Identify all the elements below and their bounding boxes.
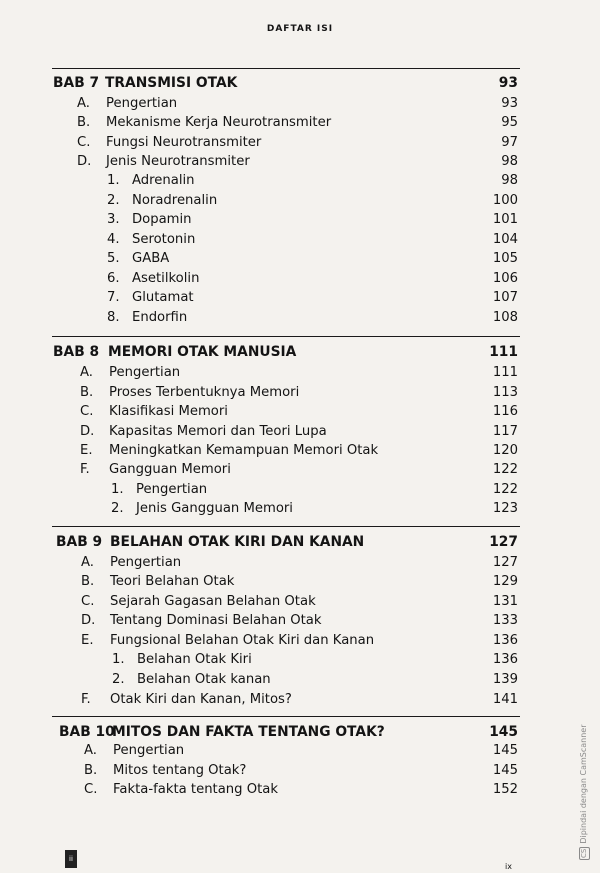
- subitem-page: 106: [492, 271, 518, 286]
- chapter-page: 93: [498, 75, 518, 91]
- toc-item: [0, 441, 600, 461]
- chapter-title: MEMORI OTAK MANUSIA: [108, 344, 297, 360]
- item-letter: C.: [77, 135, 91, 150]
- item-letter: A.: [80, 365, 93, 380]
- item-page: 116: [492, 404, 518, 419]
- toc-item: [0, 152, 600, 172]
- subitem-page: 100: [492, 193, 518, 208]
- item-title: Gangguan Memori: [109, 462, 231, 477]
- item-letter: D.: [80, 424, 95, 439]
- chapter-rule: [52, 526, 520, 527]
- item-letter: C.: [84, 782, 98, 797]
- item-letter: A.: [84, 743, 97, 758]
- toc-subitem: [0, 650, 600, 670]
- toc-item: [0, 631, 600, 651]
- item-page: 111: [492, 365, 518, 380]
- chapter-label: BAB 8: [53, 344, 100, 360]
- item-page: 98: [501, 154, 518, 169]
- toc-subitem: [0, 171, 600, 191]
- chapter-heading: [0, 722, 600, 742]
- chapter-heading: [0, 73, 600, 93]
- item-page: 129: [492, 574, 518, 589]
- item-title: Klasifikasi Memori: [109, 404, 228, 419]
- item-letter: E.: [80, 443, 93, 458]
- subitem-page: 122: [492, 482, 518, 497]
- page-number-left: ii: [65, 850, 77, 868]
- toc-item: [0, 113, 600, 133]
- subitem-page: 104: [492, 232, 518, 247]
- chapter-page: 111: [489, 344, 518, 360]
- item-page: 133: [492, 613, 518, 628]
- item-page: 145: [492, 743, 518, 758]
- item-page: 145: [492, 763, 518, 778]
- toc-item: [0, 402, 600, 422]
- chapter-rule: [52, 716, 520, 717]
- item-page: 131: [492, 594, 518, 609]
- item-page: 136: [492, 633, 518, 648]
- chapter-page: 127: [489, 534, 518, 550]
- subitem-title: Jenis Gangguan Memori: [136, 501, 293, 516]
- subitem-page: 98: [501, 173, 518, 188]
- item-page: 120: [492, 443, 518, 458]
- item-letter: B.: [77, 115, 91, 130]
- toc-item: [0, 611, 600, 631]
- chapter-title: TRANSMISI OTAK: [105, 75, 238, 91]
- item-title: Sejarah Gagasan Belahan Otak: [110, 594, 316, 609]
- subitem-number: 2.: [107, 193, 120, 208]
- subitem-title: Endorfin: [132, 310, 188, 325]
- item-title: Pengertian: [110, 555, 182, 570]
- item-page: 127: [492, 555, 518, 570]
- item-page: 122: [492, 462, 518, 477]
- toc-subitem: [0, 191, 600, 211]
- chapter-rule: [52, 336, 520, 337]
- subitem-title: Noradrenalin: [132, 193, 218, 208]
- subitem-title: Asetilkolin: [132, 271, 200, 286]
- item-page: 95: [501, 115, 518, 130]
- toc-subitem: [0, 269, 600, 289]
- item-title: Pengertian: [106, 96, 178, 111]
- subitem-number: 2.: [112, 672, 125, 687]
- item-letter: A.: [77, 96, 90, 111]
- subitem-number: 4.: [107, 232, 120, 247]
- toc-item: [0, 780, 600, 800]
- toc-subitem: [0, 230, 600, 250]
- subitem-number: 6.: [107, 271, 120, 286]
- subitem-title: Pengertian: [136, 482, 208, 497]
- item-title: Tentang Dominasi Belahan Otak: [110, 613, 322, 628]
- subitem-title: Belahan Otak Kiri: [137, 652, 252, 667]
- subitem-number: 7.: [107, 290, 120, 305]
- chapter-title: MITOS DAN FAKTA TENTANG OTAK?: [112, 724, 385, 740]
- subitem-title: Belahan Otak kanan: [137, 672, 271, 687]
- item-title: Mekanisme Kerja Neurotransmiter: [106, 115, 332, 130]
- subitem-page: 123: [492, 501, 518, 516]
- chapter-heading: [0, 342, 600, 362]
- subitem-number: 5.: [107, 251, 120, 266]
- chapter-label: BAB 9: [56, 534, 103, 550]
- page-header: DAFTAR ISI: [266, 24, 334, 34]
- item-letter: A.: [81, 555, 94, 570]
- chapter-label: BAB 7: [53, 75, 100, 91]
- item-letter: E.: [81, 633, 94, 648]
- subitem-page: 108: [492, 310, 518, 325]
- subitem-title: Dopamin: [132, 212, 192, 227]
- item-letter: B.: [81, 574, 95, 589]
- subitem-page: 105: [492, 251, 518, 266]
- subitem-title: Adrenalin: [132, 173, 195, 188]
- subitem-number: 1.: [112, 652, 125, 667]
- watermark-text: Dipindai dengan CamScanner: [579, 724, 588, 844]
- item-page: 117: [492, 424, 518, 439]
- item-page: 97: [501, 135, 518, 150]
- toc-item: [0, 741, 600, 761]
- toc-subitem: [0, 499, 600, 519]
- subitem-page: 136: [492, 652, 518, 667]
- toc-item: [0, 460, 600, 480]
- subitem-title: GABA: [132, 251, 170, 266]
- subitem-page: 107: [492, 290, 518, 305]
- item-letter: F.: [80, 462, 90, 477]
- subitem-number: 1.: [107, 173, 120, 188]
- item-letter: B.: [80, 385, 94, 400]
- item-letter: D.: [77, 154, 92, 169]
- item-title: Proses Terbentuknya Memori: [109, 385, 300, 400]
- chapter-label: BAB 10: [59, 724, 115, 740]
- toc-item: [0, 553, 600, 573]
- page-number-right: ix: [505, 862, 512, 871]
- item-title: Otak Kiri dan Kanan, Mitos?: [110, 692, 292, 707]
- toc-item: [0, 761, 600, 781]
- scanner-watermark: [579, 724, 590, 860]
- subitem-page: 101: [492, 212, 518, 227]
- item-title: Pengertian: [113, 743, 185, 758]
- toc-subitem: [0, 288, 600, 308]
- toc-item: [0, 94, 600, 114]
- subitem-number: 1.: [111, 482, 124, 497]
- item-title: Fungsional Belahan Otak Kiri dan Kanan: [110, 633, 375, 648]
- toc-item: [0, 422, 600, 442]
- chapter-heading: [0, 532, 600, 552]
- item-title: Fungsi Neurotransmiter: [106, 135, 262, 150]
- toc-subitem: [0, 480, 600, 500]
- camscanner-logo-icon: CS: [580, 848, 588, 858]
- chapter-rule: [52, 68, 520, 69]
- item-title: Jenis Neurotransmiter: [106, 154, 250, 169]
- item-page: 93: [501, 96, 518, 111]
- subitem-page: 139: [492, 672, 518, 687]
- item-title: Pengertian: [109, 365, 181, 380]
- toc-subitem: [0, 249, 600, 269]
- subitem-title: Glutamat: [132, 290, 194, 305]
- item-page: 152: [492, 782, 518, 797]
- toc-item: [0, 572, 600, 592]
- toc-subitem: [0, 670, 600, 690]
- toc-subitem: [0, 308, 600, 328]
- subitem-number: 2.: [111, 501, 124, 516]
- chapter-page: 145: [489, 724, 518, 740]
- chapter-title: BELAHAN OTAK KIRI DAN KANAN: [110, 534, 365, 550]
- toc-item: [0, 690, 600, 710]
- item-letter: B.: [84, 763, 98, 778]
- item-title: Fakta-fakta tentang Otak: [113, 782, 278, 797]
- toc-item: [0, 133, 600, 153]
- item-title: Teori Belahan Otak: [110, 574, 235, 589]
- item-letter: C.: [80, 404, 94, 419]
- item-letter: D.: [81, 613, 96, 628]
- toc-subitem: [0, 210, 600, 230]
- item-letter: F.: [81, 692, 91, 707]
- item-title: Kapasitas Memori dan Teori Lupa: [109, 424, 327, 439]
- subitem-number: 3.: [107, 212, 120, 227]
- subitem-number: 8.: [107, 310, 120, 325]
- item-letter: C.: [81, 594, 95, 609]
- item-page: 113: [492, 385, 518, 400]
- subitem-title: Serotonin: [132, 232, 196, 247]
- toc-item: [0, 383, 600, 403]
- item-title: Meningkatkan Kemampuan Memori Otak: [109, 443, 379, 458]
- item-page: 141: [492, 692, 518, 707]
- toc-item: [0, 592, 600, 612]
- item-title: Mitos tentang Otak?: [113, 763, 247, 778]
- toc-item: [0, 363, 600, 383]
